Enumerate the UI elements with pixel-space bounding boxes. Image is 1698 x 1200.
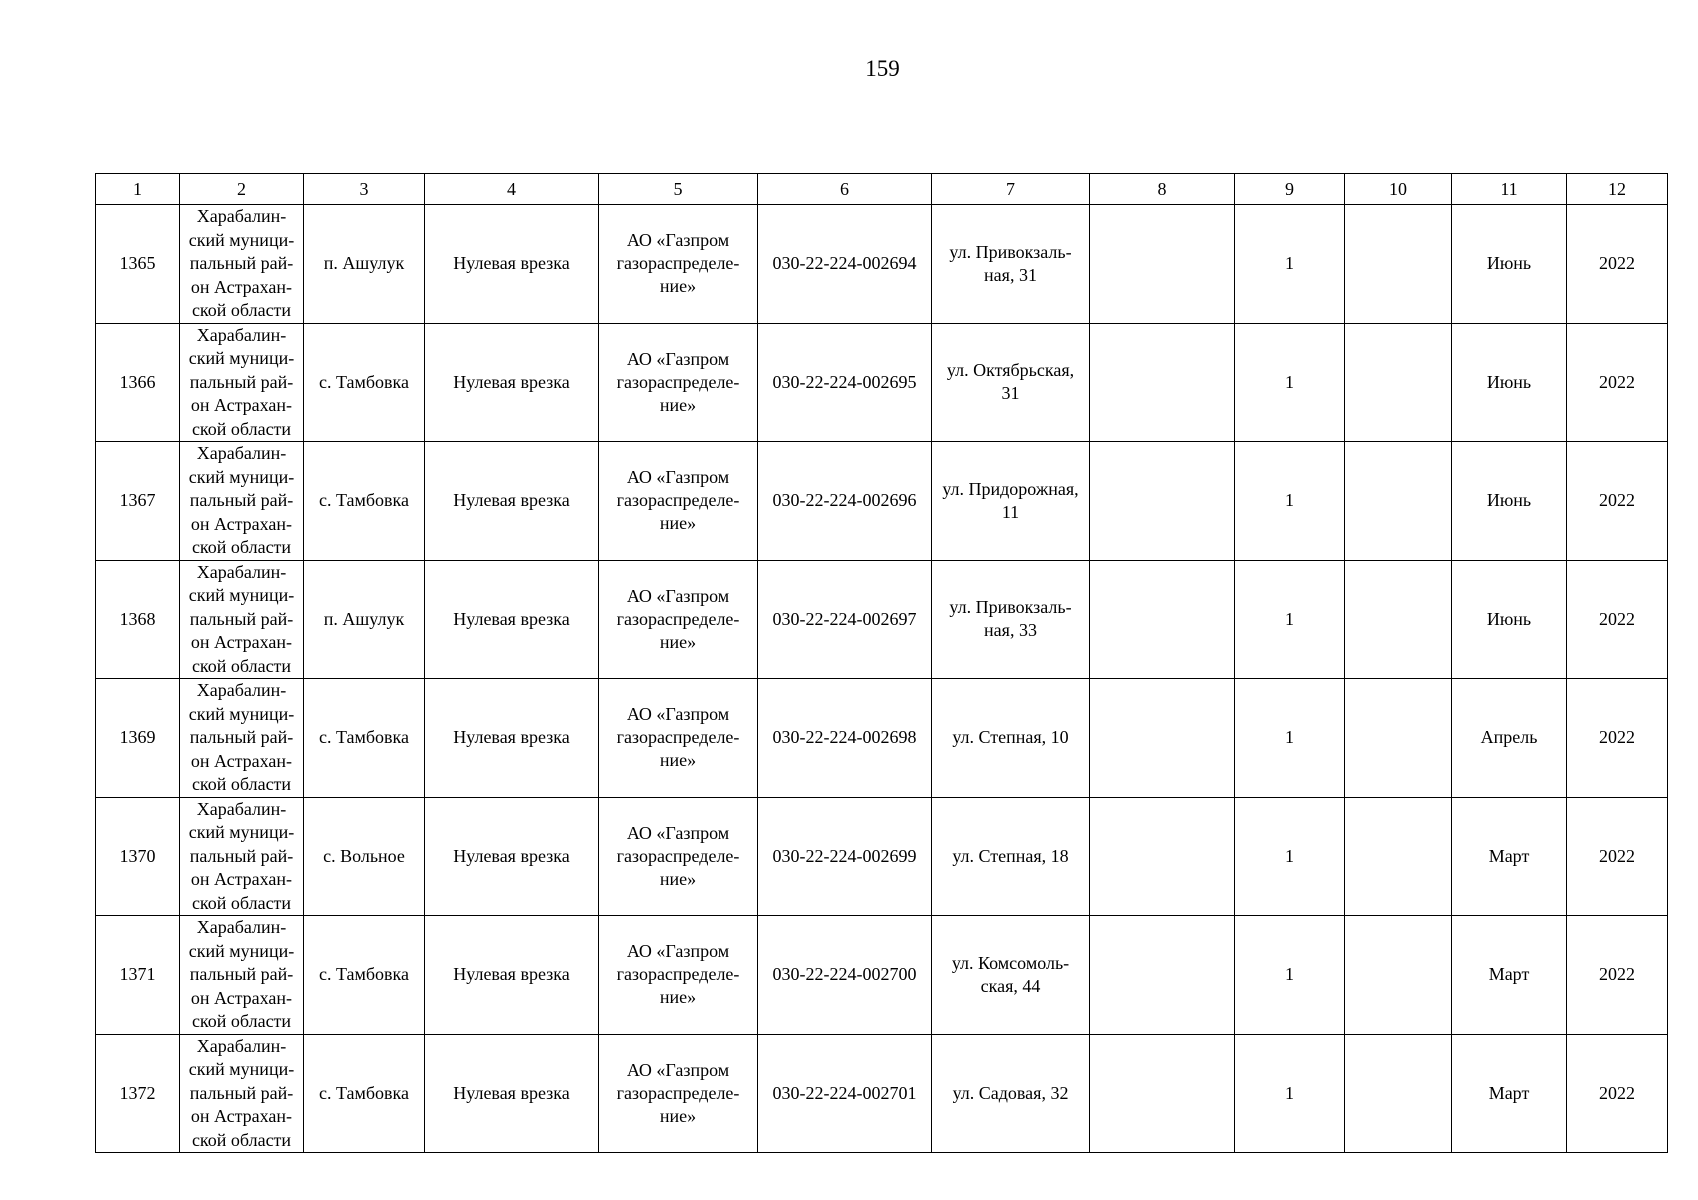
- column-header-1: 1: [96, 174, 180, 205]
- year-cell: 2022: [1567, 1034, 1668, 1153]
- month-cell: Март: [1452, 1034, 1567, 1153]
- object-code-cell: 030-22-224-002698: [758, 679, 932, 798]
- district-line: пальный рай-: [189, 490, 294, 510]
- district-cell: [180, 679, 304, 798]
- organization-line: АО «Газпром: [626, 348, 730, 369]
- organization-line: АО «Газпром: [626, 467, 730, 488]
- address-line: ул. Садовая, 32: [952, 1082, 1069, 1103]
- row-number: 1372: [96, 1034, 180, 1153]
- month-cell: Июнь: [1452, 323, 1567, 442]
- organization-line: ние»: [659, 513, 697, 534]
- month-cell: Март: [1452, 797, 1567, 916]
- table-row: [96, 442, 1668, 561]
- column-header-4: 4: [425, 174, 599, 205]
- address-line: ул. Степная, 10: [952, 727, 1069, 748]
- year-cell: 2022: [1567, 442, 1668, 561]
- address-line: ул. Степная, 18: [952, 845, 1069, 866]
- organization-line: АО «Газпром: [626, 1059, 730, 1080]
- district-cell: [180, 442, 304, 561]
- table-row: [96, 1034, 1668, 1153]
- district-line: ский муници-: [188, 229, 295, 250]
- organization-cell: [599, 1034, 758, 1153]
- page-number: 159: [865, 56, 900, 81]
- organization-line: газораспределе-: [616, 845, 740, 866]
- month-cell: Июнь: [1452, 205, 1567, 324]
- column-header-10: 10: [1345, 174, 1452, 205]
- district-line: ской области: [191, 655, 292, 676]
- district-line: ской области: [191, 1011, 292, 1031]
- quantity-cell: 1: [1235, 442, 1345, 561]
- row-number: 1367: [96, 442, 180, 561]
- table-row: [96, 560, 1668, 679]
- address-line: ул. Октябрьская,: [946, 360, 1075, 381]
- organization-line: ние»: [659, 394, 697, 415]
- quantity-cell: 1: [1235, 797, 1345, 916]
- address-line: 11: [1001, 501, 1020, 522]
- district-line: ский муници-: [188, 940, 295, 961]
- address-cell: [932, 205, 1090, 324]
- district-line: Харабалин-: [196, 1035, 287, 1056]
- column-header-7: 7: [932, 174, 1090, 205]
- address-cell: [932, 323, 1090, 442]
- column-header-2: 2: [180, 174, 304, 205]
- connection-type-cell: Нулевая врезка: [425, 442, 599, 561]
- table-row: [96, 916, 1668, 1035]
- column-10-cell: [1345, 323, 1452, 442]
- address-line: ная, 31: [984, 264, 1037, 285]
- address-line: ул. Придорожная,: [942, 478, 1079, 499]
- district-line: ский муници-: [188, 466, 295, 487]
- organization-line: газораспределе-: [616, 727, 740, 748]
- address-cell: [932, 442, 1090, 561]
- table-body: [96, 205, 1668, 1153]
- organization-line: АО «Газпром: [626, 941, 730, 962]
- connection-type-cell: Нулевая врезка: [425, 1034, 599, 1153]
- district-line: Харабалин-: [196, 206, 287, 226]
- district-cell: [180, 205, 304, 324]
- settlement-cell: с. Тамбовка: [304, 679, 425, 798]
- column-header-3: 3: [304, 174, 425, 205]
- district-cell: [180, 1034, 304, 1153]
- district-cell: [180, 916, 304, 1035]
- address-cell: [932, 560, 1090, 679]
- connection-type-cell: Нулевая врезка: [425, 205, 599, 324]
- month-cell: Апрель: [1452, 679, 1567, 798]
- object-code-cell: 030-22-224-002697: [758, 560, 932, 679]
- district-line: ский муници-: [188, 585, 295, 605]
- organization-line: АО «Газпром: [626, 230, 730, 251]
- district-line: пальный рай-: [189, 608, 294, 629]
- organization-line: АО «Газпром: [626, 585, 730, 606]
- column-10-cell: [1345, 679, 1452, 798]
- object-code-cell: 030-22-224-002695: [758, 323, 932, 442]
- connection-type-cell: Нулевая врезка: [425, 916, 599, 1035]
- column-header-9: 9: [1235, 174, 1345, 205]
- district-line: пальный рай-: [189, 845, 294, 866]
- address-line: ул. Комсомоль-: [951, 952, 1070, 973]
- quantity-cell: 1: [1235, 916, 1345, 1035]
- district-line: Харабалин-: [196, 324, 287, 345]
- organization-cell: [599, 442, 758, 561]
- organization-cell: [599, 205, 758, 324]
- connection-type-cell: Нулевая врезка: [425, 797, 599, 916]
- organization-line: ние»: [659, 1105, 697, 1126]
- organization-cell: [599, 797, 758, 916]
- district-line: ской области: [191, 537, 292, 557]
- address-cell: [932, 1034, 1090, 1153]
- district-line: Харабалин-: [196, 917, 287, 937]
- quantity-cell: 1: [1235, 205, 1345, 324]
- column-header-8: 8: [1090, 174, 1235, 205]
- row-number: 1369: [96, 679, 180, 798]
- district-line: ский муници-: [188, 822, 295, 842]
- organization-line: газораспределе-: [616, 964, 740, 985]
- header-row: [96, 174, 1668, 205]
- organization-line: ние»: [659, 868, 697, 889]
- object-code-cell: 030-22-224-002694: [758, 205, 932, 324]
- organization-line: АО «Газпром: [626, 704, 730, 725]
- district-line: ский муници-: [188, 1059, 295, 1079]
- district-line: ской области: [191, 300, 292, 320]
- district-line: он Астрахан-: [190, 395, 293, 415]
- district-line: он Астрахан-: [190, 869, 293, 889]
- district-line: он Астрахан-: [190, 1106, 293, 1126]
- district-line: пальный рай-: [189, 1082, 294, 1103]
- quantity-cell: 1: [1235, 679, 1345, 798]
- column-8-cell: [1090, 323, 1235, 442]
- object-code-cell: 030-22-224-002696: [758, 442, 932, 561]
- quantity-cell: 1: [1235, 1034, 1345, 1153]
- column-8-cell: [1090, 1034, 1235, 1153]
- address-line: ул. Привокзаль-: [949, 597, 1072, 618]
- organization-cell: [599, 560, 758, 679]
- district-line: он Астрахан-: [190, 987, 293, 1008]
- district-line: он Астрахан-: [190, 750, 293, 771]
- district-cell: [180, 797, 304, 916]
- organization-line: газораспределе-: [616, 608, 740, 629]
- year-cell: 2022: [1567, 679, 1668, 798]
- organization-line: ние»: [659, 750, 697, 771]
- organization-cell: [599, 323, 758, 442]
- district-line: ский муници-: [188, 348, 295, 368]
- settlement-cell: с. Тамбовка: [304, 442, 425, 561]
- column-header-12: 12: [1567, 174, 1668, 205]
- column-header-5: 5: [599, 174, 758, 205]
- district-line: Харабалин-: [196, 680, 287, 700]
- quantity-cell: 1: [1235, 323, 1345, 442]
- district-line: Харабалин-: [196, 443, 287, 463]
- column-header-6: 6: [758, 174, 932, 205]
- settlement-cell: с. Тамбовка: [304, 323, 425, 442]
- register-table: [95, 173, 1668, 1153]
- row-number: 1365: [96, 205, 180, 324]
- connection-type-cell: Нулевая врезка: [425, 560, 599, 679]
- organization-line: газораспределе-: [616, 371, 740, 392]
- table-row: [96, 679, 1668, 798]
- organization-line: ние»: [659, 276, 697, 297]
- table-row: [96, 205, 1668, 324]
- column-8-cell: [1090, 205, 1235, 324]
- district-line: он Астрахан-: [190, 276, 293, 297]
- table-row: [96, 797, 1668, 916]
- district-line: пальный рай-: [189, 964, 294, 984]
- address-line: ная, 33: [984, 620, 1037, 641]
- object-code-cell: 030-22-224-002700: [758, 916, 932, 1035]
- column-10-cell: [1345, 916, 1452, 1035]
- row-number: 1368: [96, 560, 180, 679]
- address-cell: [932, 679, 1090, 798]
- column-10-cell: [1345, 205, 1452, 324]
- object-code-cell: 030-22-224-002699: [758, 797, 932, 916]
- column-header-11: 11: [1452, 174, 1567, 205]
- address-cell: [932, 916, 1090, 1035]
- quantity-cell: 1: [1235, 560, 1345, 679]
- column-10-cell: [1345, 1034, 1452, 1153]
- address-line: ул. Привокзаль-: [949, 241, 1072, 262]
- organization-line: газораспределе-: [616, 253, 740, 274]
- organization-cell: [599, 679, 758, 798]
- organization-line: газораспределе-: [616, 1082, 740, 1103]
- district-cell: [180, 323, 304, 442]
- row-number: 1371: [96, 916, 180, 1035]
- column-10-cell: [1345, 797, 1452, 916]
- district-line: пальный рай-: [189, 253, 294, 273]
- column-8-cell: [1090, 797, 1235, 916]
- year-cell: 2022: [1567, 205, 1668, 324]
- address-line: ская, 44: [980, 975, 1041, 996]
- district-line: Харабалин-: [196, 561, 287, 582]
- district-line: ской области: [191, 1129, 292, 1150]
- year-cell: 2022: [1567, 797, 1668, 916]
- settlement-cell: с. Вольное: [304, 797, 425, 916]
- district-line: ский муници-: [188, 703, 295, 724]
- district-line: ской области: [191, 418, 292, 439]
- settlement-cell: п. Ашулук: [304, 560, 425, 679]
- district-line: ской области: [191, 774, 292, 794]
- settlement-cell: с. Тамбовка: [304, 1034, 425, 1153]
- organization-line: ние»: [659, 987, 697, 1008]
- connection-type-cell: Нулевая врезка: [425, 323, 599, 442]
- address-line: 31: [1001, 383, 1020, 404]
- organization-cell: [599, 916, 758, 1035]
- district-line: Харабалин-: [196, 798, 287, 819]
- district-cell: [180, 560, 304, 679]
- district-line: он Астрахан-: [190, 513, 293, 534]
- column-10-cell: [1345, 560, 1452, 679]
- object-code-cell: 030-22-224-002701: [758, 1034, 932, 1153]
- organization-line: газораспределе-: [616, 490, 740, 511]
- connection-type-cell: Нулевая врезка: [425, 679, 599, 798]
- year-cell: 2022: [1567, 560, 1668, 679]
- district-line: пальный рай-: [189, 371, 294, 392]
- address-cell: [932, 797, 1090, 916]
- table-row: [96, 323, 1668, 442]
- column-8-cell: [1090, 560, 1235, 679]
- month-cell: Март: [1452, 916, 1567, 1035]
- district-line: ской области: [191, 892, 292, 913]
- row-number: 1370: [96, 797, 180, 916]
- column-8-cell: [1090, 679, 1235, 798]
- month-cell: Июнь: [1452, 560, 1567, 679]
- column-8-cell: [1090, 916, 1235, 1035]
- column-8-cell: [1090, 442, 1235, 561]
- district-line: пальный рай-: [189, 727, 294, 747]
- month-cell: Июнь: [1452, 442, 1567, 561]
- organization-line: АО «Газпром: [626, 822, 730, 843]
- row-number: 1366: [96, 323, 180, 442]
- column-10-cell: [1345, 442, 1452, 561]
- settlement-cell: с. Тамбовка: [304, 916, 425, 1035]
- year-cell: 2022: [1567, 916, 1668, 1035]
- organization-line: ние»: [659, 631, 697, 652]
- district-line: он Астрахан-: [190, 632, 293, 652]
- year-cell: 2022: [1567, 323, 1668, 442]
- settlement-cell: п. Ашулук: [304, 205, 425, 324]
